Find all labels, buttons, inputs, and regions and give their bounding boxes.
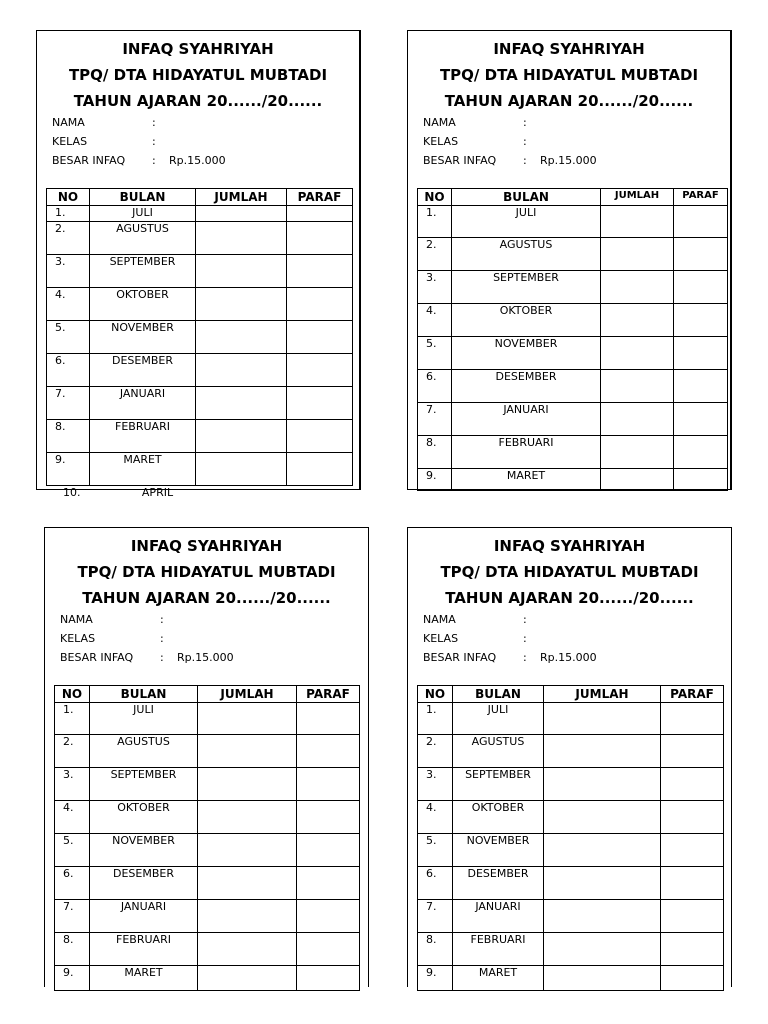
jumlah-cell[interactable] xyxy=(196,354,287,387)
jumlah-cell[interactable] xyxy=(544,801,661,834)
jumlah-cell[interactable] xyxy=(544,966,661,991)
paraf-cell[interactable] xyxy=(674,238,728,271)
paraf-cell[interactable] xyxy=(297,834,360,867)
row-month: MARET xyxy=(90,966,198,991)
column-header: PARAF xyxy=(287,189,353,206)
jumlah-cell[interactable] xyxy=(601,370,674,403)
paraf-cell[interactable] xyxy=(297,867,360,900)
table-row xyxy=(47,387,353,420)
paraf-cell[interactable] xyxy=(297,735,360,768)
column-header: JUMLAH xyxy=(196,189,287,206)
jumlah-cell[interactable] xyxy=(601,436,674,469)
jumlah-cell[interactable] xyxy=(544,768,661,801)
jumlah-cell[interactable] xyxy=(196,288,287,321)
colon: : xyxy=(152,154,156,167)
table-row xyxy=(418,304,728,337)
row-month: DESEMBER xyxy=(452,370,601,403)
row-number: 8. xyxy=(47,420,90,453)
paraf-cell[interactable] xyxy=(661,834,724,867)
row-number: 2. xyxy=(418,735,453,768)
jumlah-cell[interactable] xyxy=(196,420,287,453)
paraf-cell[interactable] xyxy=(674,370,728,403)
row-number: 4. xyxy=(418,304,452,337)
row-month: MARET xyxy=(452,469,601,491)
infaq-card xyxy=(407,527,732,987)
jumlah-cell[interactable] xyxy=(601,337,674,370)
colon: : xyxy=(152,116,156,129)
row-month: OKTOBER xyxy=(453,801,544,834)
jumlah-cell[interactable] xyxy=(198,966,297,991)
table-row xyxy=(418,206,728,238)
paraf-cell[interactable] xyxy=(674,304,728,337)
table-row xyxy=(55,966,360,991)
row-number: 10. xyxy=(63,486,81,499)
jumlah-cell[interactable] xyxy=(601,238,674,271)
paraf-cell[interactable] xyxy=(287,321,353,354)
jumlah-cell[interactable] xyxy=(601,271,674,304)
table-row xyxy=(418,370,728,403)
besar-infaq-value: Rp.15.000 xyxy=(540,154,597,167)
column-header: BULAN xyxy=(452,189,601,206)
row-number: 8. xyxy=(55,933,90,966)
table-row xyxy=(55,703,360,735)
colon: : xyxy=(160,651,164,664)
paraf-cell[interactable] xyxy=(287,354,353,387)
row-month: AGUSTUS xyxy=(90,222,196,255)
row-month: DESEMBER xyxy=(90,354,196,387)
card-title xyxy=(408,533,731,611)
colon: : xyxy=(523,154,527,167)
row-month: MARET xyxy=(90,453,196,486)
row-month: JANUARI xyxy=(452,403,601,436)
row-number: 6. xyxy=(55,867,90,900)
paraf-cell[interactable] xyxy=(674,469,728,491)
paraf-cell[interactable] xyxy=(287,206,353,222)
paraf-cell[interactable] xyxy=(661,735,724,768)
paraf-cell[interactable] xyxy=(287,222,353,255)
row-month: NOVEMBER xyxy=(90,834,198,867)
jumlah-cell[interactable] xyxy=(601,206,674,238)
jumlah-cell[interactable] xyxy=(196,387,287,420)
jumlah-cell[interactable] xyxy=(198,768,297,801)
row-number: 5. xyxy=(47,321,90,354)
row-number: 9. xyxy=(47,453,90,486)
row-month: JANUARI xyxy=(453,900,544,933)
table-row xyxy=(47,321,353,354)
infaq-card xyxy=(44,527,369,987)
column-header: NO xyxy=(55,686,90,703)
jumlah-cell[interactable] xyxy=(198,834,297,867)
table-row xyxy=(418,469,728,491)
paraf-cell[interactable] xyxy=(661,801,724,834)
student-info xyxy=(423,113,597,170)
row-number: 2. xyxy=(47,222,90,255)
jumlah-cell[interactable] xyxy=(196,453,287,486)
paraf-cell[interactable] xyxy=(661,768,724,801)
row-month: NOVEMBER xyxy=(453,834,544,867)
payment-table xyxy=(417,188,728,491)
table-row xyxy=(55,900,360,933)
row-number: 7. xyxy=(418,403,452,436)
title-infaq: INFAQ SYAHRIYAH xyxy=(130,537,283,555)
jumlah-cell[interactable] xyxy=(544,933,661,966)
row-number: 3. xyxy=(418,271,452,304)
row-month: FEBRUARI xyxy=(453,933,544,966)
paraf-cell[interactable] xyxy=(661,703,724,735)
card-title xyxy=(45,533,368,611)
paraf-cell[interactable] xyxy=(297,900,360,933)
paraf-cell[interactable] xyxy=(287,453,353,486)
paraf-cell[interactable] xyxy=(297,801,360,834)
kelas-label: KELAS xyxy=(423,135,459,148)
paraf-cell[interactable] xyxy=(674,337,728,370)
title-school: TPQ/ DTA HIDAYATUL MUBTADI xyxy=(439,66,699,84)
table-row xyxy=(418,867,724,900)
jumlah-cell[interactable] xyxy=(196,255,287,288)
row-number: 6. xyxy=(47,354,90,387)
jumlah-cell[interactable] xyxy=(198,933,297,966)
infaq-card xyxy=(407,30,732,490)
paraf-cell[interactable] xyxy=(287,288,353,321)
table-row xyxy=(47,354,353,387)
row-month: AGUSTUS xyxy=(453,735,544,768)
column-header: BULAN xyxy=(90,686,198,703)
jumlah-cell[interactable] xyxy=(198,801,297,834)
row-month: FEBRUARI xyxy=(452,436,601,469)
jumlah-cell[interactable] xyxy=(198,735,297,768)
column-header: BULAN xyxy=(453,686,544,703)
title-year: TAHUN AJARAN 20....../20...... xyxy=(445,589,694,607)
row-number: 7. xyxy=(47,387,90,420)
kelas-label: KELAS xyxy=(423,632,459,645)
table-row xyxy=(418,933,724,966)
table-row xyxy=(418,834,724,867)
paraf-cell[interactable] xyxy=(674,271,728,304)
payment-table xyxy=(46,188,353,486)
student-info xyxy=(423,610,597,667)
jumlah-cell[interactable] xyxy=(544,834,661,867)
row-month: JULI xyxy=(90,206,196,222)
paraf-cell[interactable] xyxy=(287,420,353,453)
nama-label: NAMA xyxy=(52,116,85,129)
column-header: NO xyxy=(418,189,452,206)
besar-infaq-value: Rp.15.000 xyxy=(540,651,597,664)
column-header: BULAN xyxy=(90,189,196,206)
colon: : xyxy=(160,613,164,626)
row-month: AGUSTUS xyxy=(90,735,198,768)
row-month: FEBRUARI xyxy=(90,420,196,453)
colon: : xyxy=(523,135,527,148)
column-header: JUMLAH xyxy=(544,686,661,703)
row-month: JANUARI xyxy=(90,900,198,933)
column-header: NO xyxy=(418,686,453,703)
row-month: APRIL xyxy=(141,486,174,499)
jumlah-cell[interactable] xyxy=(544,867,661,900)
row-number: 7. xyxy=(418,900,453,933)
jumlah-cell[interactable] xyxy=(601,304,674,337)
column-header: JUMLAH xyxy=(601,189,674,206)
row-number: 9. xyxy=(418,469,452,491)
row-number: 3. xyxy=(47,255,90,288)
besar-infaq-label: BESAR INFAQ xyxy=(423,651,497,664)
table-row xyxy=(418,735,724,768)
title-infaq: INFAQ SYAHRIYAH xyxy=(493,537,646,555)
row-number: 8. xyxy=(418,436,452,469)
besar-infaq-value: Rp.15.000 xyxy=(177,651,234,664)
paraf-cell[interactable] xyxy=(674,403,728,436)
table-header-row xyxy=(418,686,724,703)
table-row xyxy=(418,271,728,304)
row-month: SEPTEMBER xyxy=(452,271,601,304)
row-number: 1. xyxy=(55,703,90,735)
table-header-row xyxy=(55,686,360,703)
colon: : xyxy=(523,651,527,664)
table-row xyxy=(418,703,724,735)
table-row xyxy=(47,288,353,321)
row-number: 3. xyxy=(418,768,453,801)
card-title xyxy=(408,36,730,114)
kelas-label: KELAS xyxy=(52,135,88,148)
column-header: NO xyxy=(47,189,90,206)
payment-table xyxy=(54,685,360,991)
table-row xyxy=(418,768,724,801)
besar-infaq-label: BESAR INFAQ xyxy=(60,651,134,664)
table-row xyxy=(47,420,353,453)
table-row xyxy=(47,453,353,486)
jumlah-cell[interactable] xyxy=(601,469,674,491)
table-row xyxy=(418,238,728,271)
table-row xyxy=(55,834,360,867)
table-row xyxy=(47,206,353,222)
table-header-row xyxy=(47,189,353,206)
column-header: PARAF xyxy=(297,686,360,703)
column-header: JUMLAH xyxy=(198,686,297,703)
column-header: PARAF xyxy=(661,686,724,703)
row-number: 5. xyxy=(418,337,452,370)
column-header: PARAF xyxy=(674,189,728,206)
title-infaq: INFAQ SYAHRIYAH xyxy=(122,40,274,58)
row-month: OKTOBER xyxy=(452,304,601,337)
paraf-cell[interactable] xyxy=(661,867,724,900)
colon: : xyxy=(523,116,527,129)
title-year: TAHUN AJARAN 20....../20...... xyxy=(82,589,331,607)
title-year: TAHUN AJARAN 20....../20...... xyxy=(444,92,694,110)
row-month: FEBRUARI xyxy=(90,933,198,966)
paraf-cell[interactable] xyxy=(297,703,360,735)
title-year: TAHUN AJARAN 20....../20...... xyxy=(73,92,323,110)
jumlah-cell[interactable] xyxy=(544,735,661,768)
nama-label: NAMA xyxy=(423,116,456,129)
row-number: 8. xyxy=(418,933,453,966)
payment-table xyxy=(417,685,724,991)
infaq-card xyxy=(36,30,361,499)
row-month: JULI xyxy=(453,703,544,735)
table-row xyxy=(55,801,360,834)
row-number: 6. xyxy=(418,867,453,900)
row-month: AGUSTUS xyxy=(452,238,601,271)
row-month: JANUARI xyxy=(90,387,196,420)
row-number: 5. xyxy=(418,834,453,867)
row-month: DESEMBER xyxy=(453,867,544,900)
table-header-row xyxy=(418,189,728,206)
row-month: SEPTEMBER xyxy=(90,768,198,801)
paraf-cell[interactable] xyxy=(674,436,728,469)
colon: : xyxy=(160,632,164,645)
jumlah-cell[interactable] xyxy=(196,206,287,222)
table-row xyxy=(55,933,360,966)
row-number: 2. xyxy=(55,735,90,768)
jumlah-cell[interactable] xyxy=(196,321,287,354)
card-title xyxy=(37,36,359,114)
table-row xyxy=(418,801,724,834)
nama-label: NAMA xyxy=(60,613,93,626)
paraf-cell[interactable] xyxy=(297,768,360,801)
title-infaq: INFAQ SYAHRIYAH xyxy=(493,40,645,58)
paraf-cell[interactable] xyxy=(674,206,728,238)
table-row xyxy=(418,900,724,933)
jumlah-cell[interactable] xyxy=(544,703,661,735)
jumlah-cell[interactable] xyxy=(601,403,674,436)
row-month: JULI xyxy=(452,206,601,238)
paraf-cell[interactable] xyxy=(297,966,360,991)
colon: : xyxy=(523,632,527,645)
jumlah-cell[interactable] xyxy=(198,900,297,933)
row-number: 7. xyxy=(55,900,90,933)
row-number: 9. xyxy=(55,966,90,991)
jumlah-cell[interactable] xyxy=(198,867,297,900)
colon: : xyxy=(152,135,156,148)
row-number: 6. xyxy=(418,370,452,403)
row-number: 1. xyxy=(418,703,453,735)
besar-infaq-label: BESAR INFAQ xyxy=(52,154,126,167)
row-number: 3. xyxy=(55,768,90,801)
table-row xyxy=(418,403,728,436)
jumlah-cell[interactable] xyxy=(196,222,287,255)
paraf-cell[interactable] xyxy=(287,255,353,288)
paraf-cell[interactable] xyxy=(661,900,724,933)
row-number: 4. xyxy=(55,801,90,834)
table-row xyxy=(55,768,360,801)
paraf-cell[interactable] xyxy=(661,933,724,966)
overflow-row xyxy=(57,486,210,500)
row-number: 4. xyxy=(418,801,453,834)
besar-infaq-value: Rp.15.000 xyxy=(169,154,226,167)
title-school: TPQ/ DTA HIDAYATUL MUBTADI xyxy=(68,66,328,84)
table-row xyxy=(47,255,353,288)
row-number: 1. xyxy=(418,206,452,238)
jumlah-cell[interactable] xyxy=(544,900,661,933)
table-row xyxy=(418,436,728,469)
row-month: MARET xyxy=(453,966,544,991)
row-month: OKTOBER xyxy=(90,288,196,321)
student-info xyxy=(52,113,226,170)
row-number: 5. xyxy=(55,834,90,867)
student-info xyxy=(60,610,234,667)
row-number: 4. xyxy=(47,288,90,321)
row-month: NOVEMBER xyxy=(90,321,196,354)
row-month: SEPTEMBER xyxy=(453,768,544,801)
row-number: 1. xyxy=(47,206,90,222)
row-month: NOVEMBER xyxy=(452,337,601,370)
kelas-label: KELAS xyxy=(60,632,96,645)
paraf-cell[interactable] xyxy=(661,966,724,991)
row-number: 9. xyxy=(418,966,453,991)
colon: : xyxy=(523,613,527,626)
jumlah-cell[interactable] xyxy=(198,703,297,735)
row-month: OKTOBER xyxy=(90,801,198,834)
besar-infaq-label: BESAR INFAQ xyxy=(423,154,497,167)
table-row xyxy=(55,867,360,900)
title-school: TPQ/ DTA HIDAYATUL MUBTADI xyxy=(77,563,336,581)
table-row xyxy=(55,735,360,768)
title-school: TPQ/ DTA HIDAYATUL MUBTADI xyxy=(440,563,699,581)
paraf-cell[interactable] xyxy=(297,933,360,966)
row-month: JULI xyxy=(90,703,198,735)
table-row xyxy=(418,966,724,991)
table-row xyxy=(418,337,728,370)
row-month: DESEMBER xyxy=(90,867,198,900)
row-month: SEPTEMBER xyxy=(90,255,196,288)
nama-label: NAMA xyxy=(423,613,456,626)
paraf-cell[interactable] xyxy=(287,387,353,420)
table-row xyxy=(47,222,353,255)
row-number: 2. xyxy=(418,238,452,271)
